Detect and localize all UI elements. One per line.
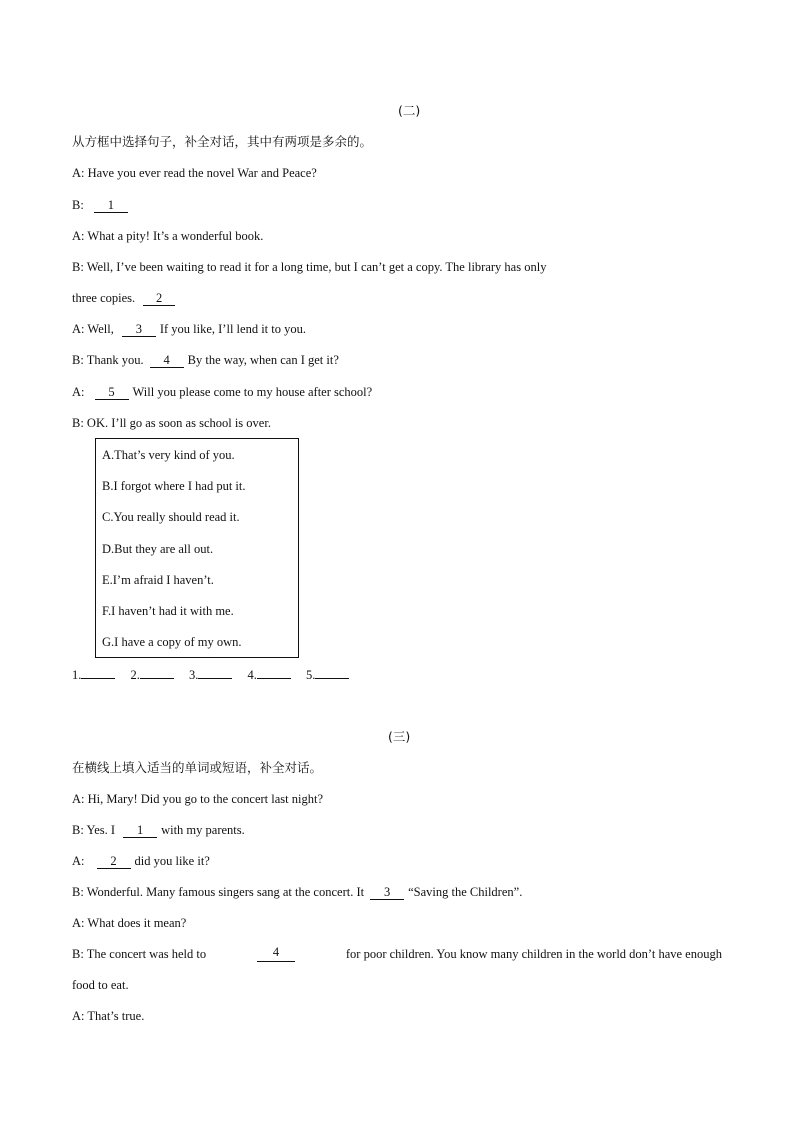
- dialogue-line: [72, 415, 271, 431]
- line-text: with my parents.: [161, 823, 245, 837]
- dialogue-line: [72, 946, 722, 962]
- dialogue-line: [72, 197, 132, 213]
- options-box: [95, 438, 299, 658]
- dialogue-line: [72, 321, 306, 337]
- section-2-instruction: 从方框中选择句子，补全对话，其中有两项是多余的。: [72, 134, 373, 149]
- answer-blank[interactable]: 1: [94, 199, 128, 213]
- section-3-heading: (三): [388, 729, 411, 744]
- answer-blank[interactable]: 4: [150, 354, 184, 368]
- line-text: A: Well,: [72, 322, 114, 336]
- section-2-heading: (二): [398, 103, 421, 118]
- line-text: B: Well, I’ve been waiting to read it for a long time, but I can’t get a copy. The library has only: [72, 260, 547, 274]
- dialogue-line: [72, 853, 210, 869]
- option-f: F.I haven’t had it with me.: [102, 604, 234, 618]
- answer-blank[interactable]: 5: [95, 386, 129, 400]
- dialogue-line: [72, 259, 546, 275]
- line-text: A:: [72, 854, 85, 868]
- option-a: A.That’s very kind of you.: [102, 448, 235, 462]
- answer-slot[interactable]: [140, 666, 174, 679]
- answer-blank[interactable]: 2: [97, 855, 131, 869]
- answer-slot[interactable]: [315, 666, 349, 679]
- line-text: A: What does it mean?: [72, 916, 187, 930]
- dialogue-line: [72, 165, 317, 181]
- option-e: E.I’m afraid I haven’t.: [102, 573, 214, 587]
- line-text: A: What a pity! It’s a wonderful book.: [72, 229, 264, 243]
- answer-blank[interactable]: 1: [123, 824, 157, 838]
- line-text: B:: [72, 198, 84, 212]
- dialogue-line: [72, 290, 179, 306]
- line-text: three copies.: [72, 291, 136, 305]
- answer-slot[interactable]: [81, 666, 115, 679]
- dialogue-line: [72, 791, 323, 807]
- line-text: B: Thank you.: [72, 353, 144, 367]
- dialogue-line: [72, 352, 339, 368]
- answer-label: 5.: [306, 668, 316, 682]
- answer-slot[interactable]: [257, 666, 291, 679]
- line-text: food to eat.: [72, 978, 129, 992]
- line-text: for poor children. You know many children in the world don’t have enough: [345, 947, 722, 961]
- option-d: D.But they are all out.: [102, 542, 214, 556]
- line-text: A: Have you ever read the novel War and Peace?: [72, 166, 317, 180]
- dialogue-line: [72, 884, 522, 900]
- answer-label: 2.: [130, 668, 140, 682]
- answer-row: [72, 666, 361, 683]
- line-text: A:: [72, 385, 85, 399]
- line-text: B: Wonderful. Many famous singers sang at the concert. It: [72, 885, 365, 899]
- line-text: A: That’s true.: [72, 1009, 145, 1023]
- dialogue-line: [72, 822, 245, 838]
- line-text: B: Yes. I: [72, 823, 116, 837]
- section-3-instruction: 在横线上填入适当的单词或短语，补全对话。: [72, 760, 323, 775]
- line-text: Will you please come to my house after school?: [132, 385, 373, 399]
- answer-blank[interactable]: 3: [370, 886, 404, 900]
- dialogue-line: [72, 228, 263, 244]
- option-g: G.I have a copy of my own.: [102, 635, 242, 649]
- answer-label: 3.: [189, 668, 199, 682]
- option-c: C.You really should read it.: [102, 510, 240, 524]
- line-text: If you like, I’ll lend it to you.: [159, 322, 306, 336]
- dialogue-line: [72, 384, 372, 400]
- line-text: A: Hi, Mary! Did you go to the concert last night?: [72, 792, 323, 806]
- dialogue-line: [72, 915, 186, 931]
- answer-slot[interactable]: [198, 666, 232, 679]
- answer-blank[interactable]: 4: [257, 946, 295, 962]
- dialogue-line: [72, 1008, 144, 1024]
- line-text: B: OK. I’ll go as soon as school is over.: [72, 416, 271, 430]
- answer-label: 4.: [247, 668, 257, 682]
- option-b: B.I forgot where I had put it.: [102, 479, 246, 493]
- line-text: B: The concert was held to: [72, 947, 207, 961]
- line-text: “Saving the Children”.: [408, 885, 523, 899]
- answer-label: 1.: [72, 668, 82, 682]
- answer-blank[interactable]: 3: [122, 323, 156, 337]
- line-text: did you like it?: [134, 854, 210, 868]
- answer-blank[interactable]: 2: [143, 292, 175, 306]
- line-text: By the way, when can I get it?: [187, 353, 339, 367]
- dialogue-line: [72, 977, 129, 993]
